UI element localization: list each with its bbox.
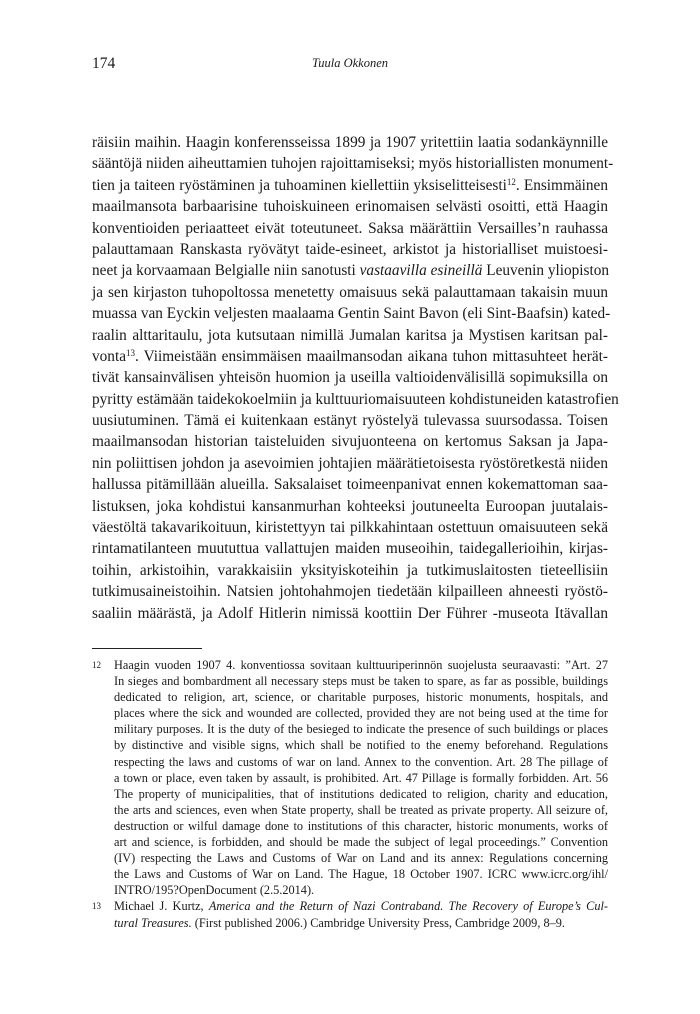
body-text-run: tien ja taiteen ryöstäminen ja tuhoaminen kiellettiin yksiselitteisesti [92, 176, 507, 194]
body-text-run: . Ensimmäinen [515, 176, 608, 194]
body-line [92, 175, 608, 196]
footnote-line [114, 915, 608, 931]
footnote-line: military purposes. It is the duty of the besieged to indicate the presence of such buildings or places [114, 722, 608, 737]
body-line: räisiin maihin. Haagin konferensseissa 1899 ja 1907 yritettiin laatia sodankäynnille [92, 134, 608, 151]
body-line: tivät kansainvälisen yhteisön huomion ja useilla valtioidenvälisillä sopimuksilla on [92, 369, 608, 387]
body-line: maailmansota barbaarisine tuhoiskuineen erinomaisen selvästi osoitti, että Haagin [92, 198, 608, 216]
footnote-line: Haagin vuoden 1907 4. konventiossa sovitaan kulttuuriperinnön suojelusta seuraavasti: ”Art. 27 [114, 658, 608, 672]
footnote-line: respecting the laws and customs of war on land. Annex to the convention. Art. 28 The pillage of [114, 754, 608, 769]
body-line: rintamatilanteen muututtua vallattujen maiden museoihin, taidegallerioihin, kirjas- [92, 540, 608, 558]
footnote-line [114, 898, 608, 914]
body-line: ja sen kirjaston tuhopoltossa menetetty omaisuus sekä palauttamaan takaisin muun [92, 283, 608, 301]
body-line: hallussa pitämillään alueilla. Saksalaiset toimeenpanivat ennen kokemattoman saa- [92, 476, 608, 494]
footnote-13 [92, 898, 608, 930]
footnote-line: a town or place, even taken by assault, is prohibited. Art. 47 Pillage is formally forbidden. Art. 56 [114, 770, 608, 785]
body-line: maailmansodan historian taisteluiden sivujuonteena on kertomus Saksan ja Japa- [92, 433, 608, 451]
footnote-line: INTRO/195?OpenDocument (2.5.2014). [114, 883, 315, 898]
body-line: nin poliittisen johdon ja asevoimien johtajien määrätietoisesta ryöstöretkestä niiden [92, 454, 608, 472]
footnote-line: (IV) respecting the Laws and Customs of War on Land and its annex: Regulations concerning [114, 851, 608, 866]
footnote-line: the Laws and Customs of War on Land. The Hague, 18 October 1907. ICRC www.icrc.org/ihl/ [114, 867, 608, 882]
footnote-line: by distinctive and visible signs, which shall be notified to the enemy beforehand. Regulations [114, 738, 608, 753]
body-text-run: vonta [92, 347, 126, 365]
body-line [92, 346, 608, 367]
body-text-run: Leuvenin yliopiston [482, 262, 610, 280]
footnote-line: destruction or wilful damage done to institutions of this character, historic monuments, works of [114, 818, 608, 833]
footnote-line: dedicated to religion, art, science, or charitable purposes, historic monuments, hospitals, and [114, 690, 608, 705]
body-line: saaliin määrästä, ja Adolf Hitlerin nimissä koottiin Der Führer -museota Itävallan [92, 604, 608, 622]
body-line: väestöltä takavarikoituun, kiristettyyn tai pilkkahintaan ostettuun omaisuuteen sekä [92, 519, 608, 537]
footnote-ref-12[interactable]: 12 [506, 176, 516, 187]
footnote-line: the arts and sciences, even when State property, shall be treated as private property. All seizure of, [114, 802, 608, 817]
footnote-12 [92, 657, 608, 898]
page-header [92, 55, 608, 75]
body-line: pyritty estämään taidekokoelmiin ja kulttuuriomaisuuteen kohdistuneiden katastrofien [92, 390, 619, 408]
body-line [92, 260, 608, 281]
running-head: Tuula Okkonen [311, 56, 389, 70]
citation-title: America and the Return of Nazi Contraband. The Recovery of Europe’s Cul- [208, 899, 608, 914]
footnote-line: places where the sick and wounded are collected, provided they are not being used at the time for [114, 706, 608, 721]
citation-title: tural Treasures. [114, 915, 192, 930]
body-text-run: neet ja korvaamaan Belgialle niin sanotusti [92, 262, 360, 280]
footnote-ref-13[interactable]: 13 [126, 347, 135, 358]
body-line: sääntöjä niiden aiheuttamien tuhojen rajoittamiseksi; myös historiallisten monument- [92, 155, 614, 173]
body-line: toihin, arkistoihin, varakkaisiin yksityiskoteihin ja tutkimuslaitosten tieteellisiin [92, 561, 608, 579]
footnote-mark: 12 [92, 660, 101, 670]
body-text [92, 132, 619, 624]
footnote-line: The property of municipalities, that of institutions dedicated to religion, charity and education, [114, 786, 608, 801]
body-line: tutkimusaineistoihin. Natsien johtohahmojen tiedetään kilpailleen ahneesti ryöstö- [92, 583, 608, 601]
footnote-line: In sieges and bombardment all necessary steps must be taken to spare, as far as possible, buildings [114, 674, 608, 689]
body-line: uusiutuminen. Tämä ei kuitenkaan estänyt ryöstelyä tulevassa suursodassa. Toisen [92, 412, 608, 430]
body-line: muassa van Eyckin veljesten maalaama Gentin Saint Bavon (eli Sint-Baafsin) kated- [92, 305, 611, 323]
footnotes [92, 657, 608, 931]
footnote-divider [92, 648, 202, 649]
footnote-line: art and science, is forbidden, and should be made the subject of legal proceedings.” Convention [114, 835, 608, 850]
body-line: listuksen, joka kohdistui kansanmurhan kohteeksi joutuneelta Euroopan juutalais- [92, 497, 608, 515]
page-number: 174 [92, 55, 116, 72]
body-line: palauttamaan Ranskasta ryövätyt taide-esineet, arkistot ja historialliset muistoesi- [92, 240, 608, 258]
body-text-run: . Viimeistään ensimmäisen maailmansodan aikana tuhon mittasuhteet herät- [135, 347, 608, 365]
footnote-mark: 13 [92, 901, 101, 912]
body-line: konventioiden periaatteet eivät toteutuneet. Saksa määrättiin Versailles’n rauhassa [92, 219, 608, 237]
citation-author: Michael J. Kurtz, [114, 899, 209, 914]
body-line: raalin alttaritaulu, jota kutsutaan nimillä Jumalan karitsa ja Mystisen karitsan pal- [92, 326, 608, 344]
italic-phrase: vastaavilla esineillä [359, 262, 483, 280]
citation-publisher: (First published 2006.) Cambridge University Press, Cambridge 2009, 8–9. [191, 915, 565, 930]
